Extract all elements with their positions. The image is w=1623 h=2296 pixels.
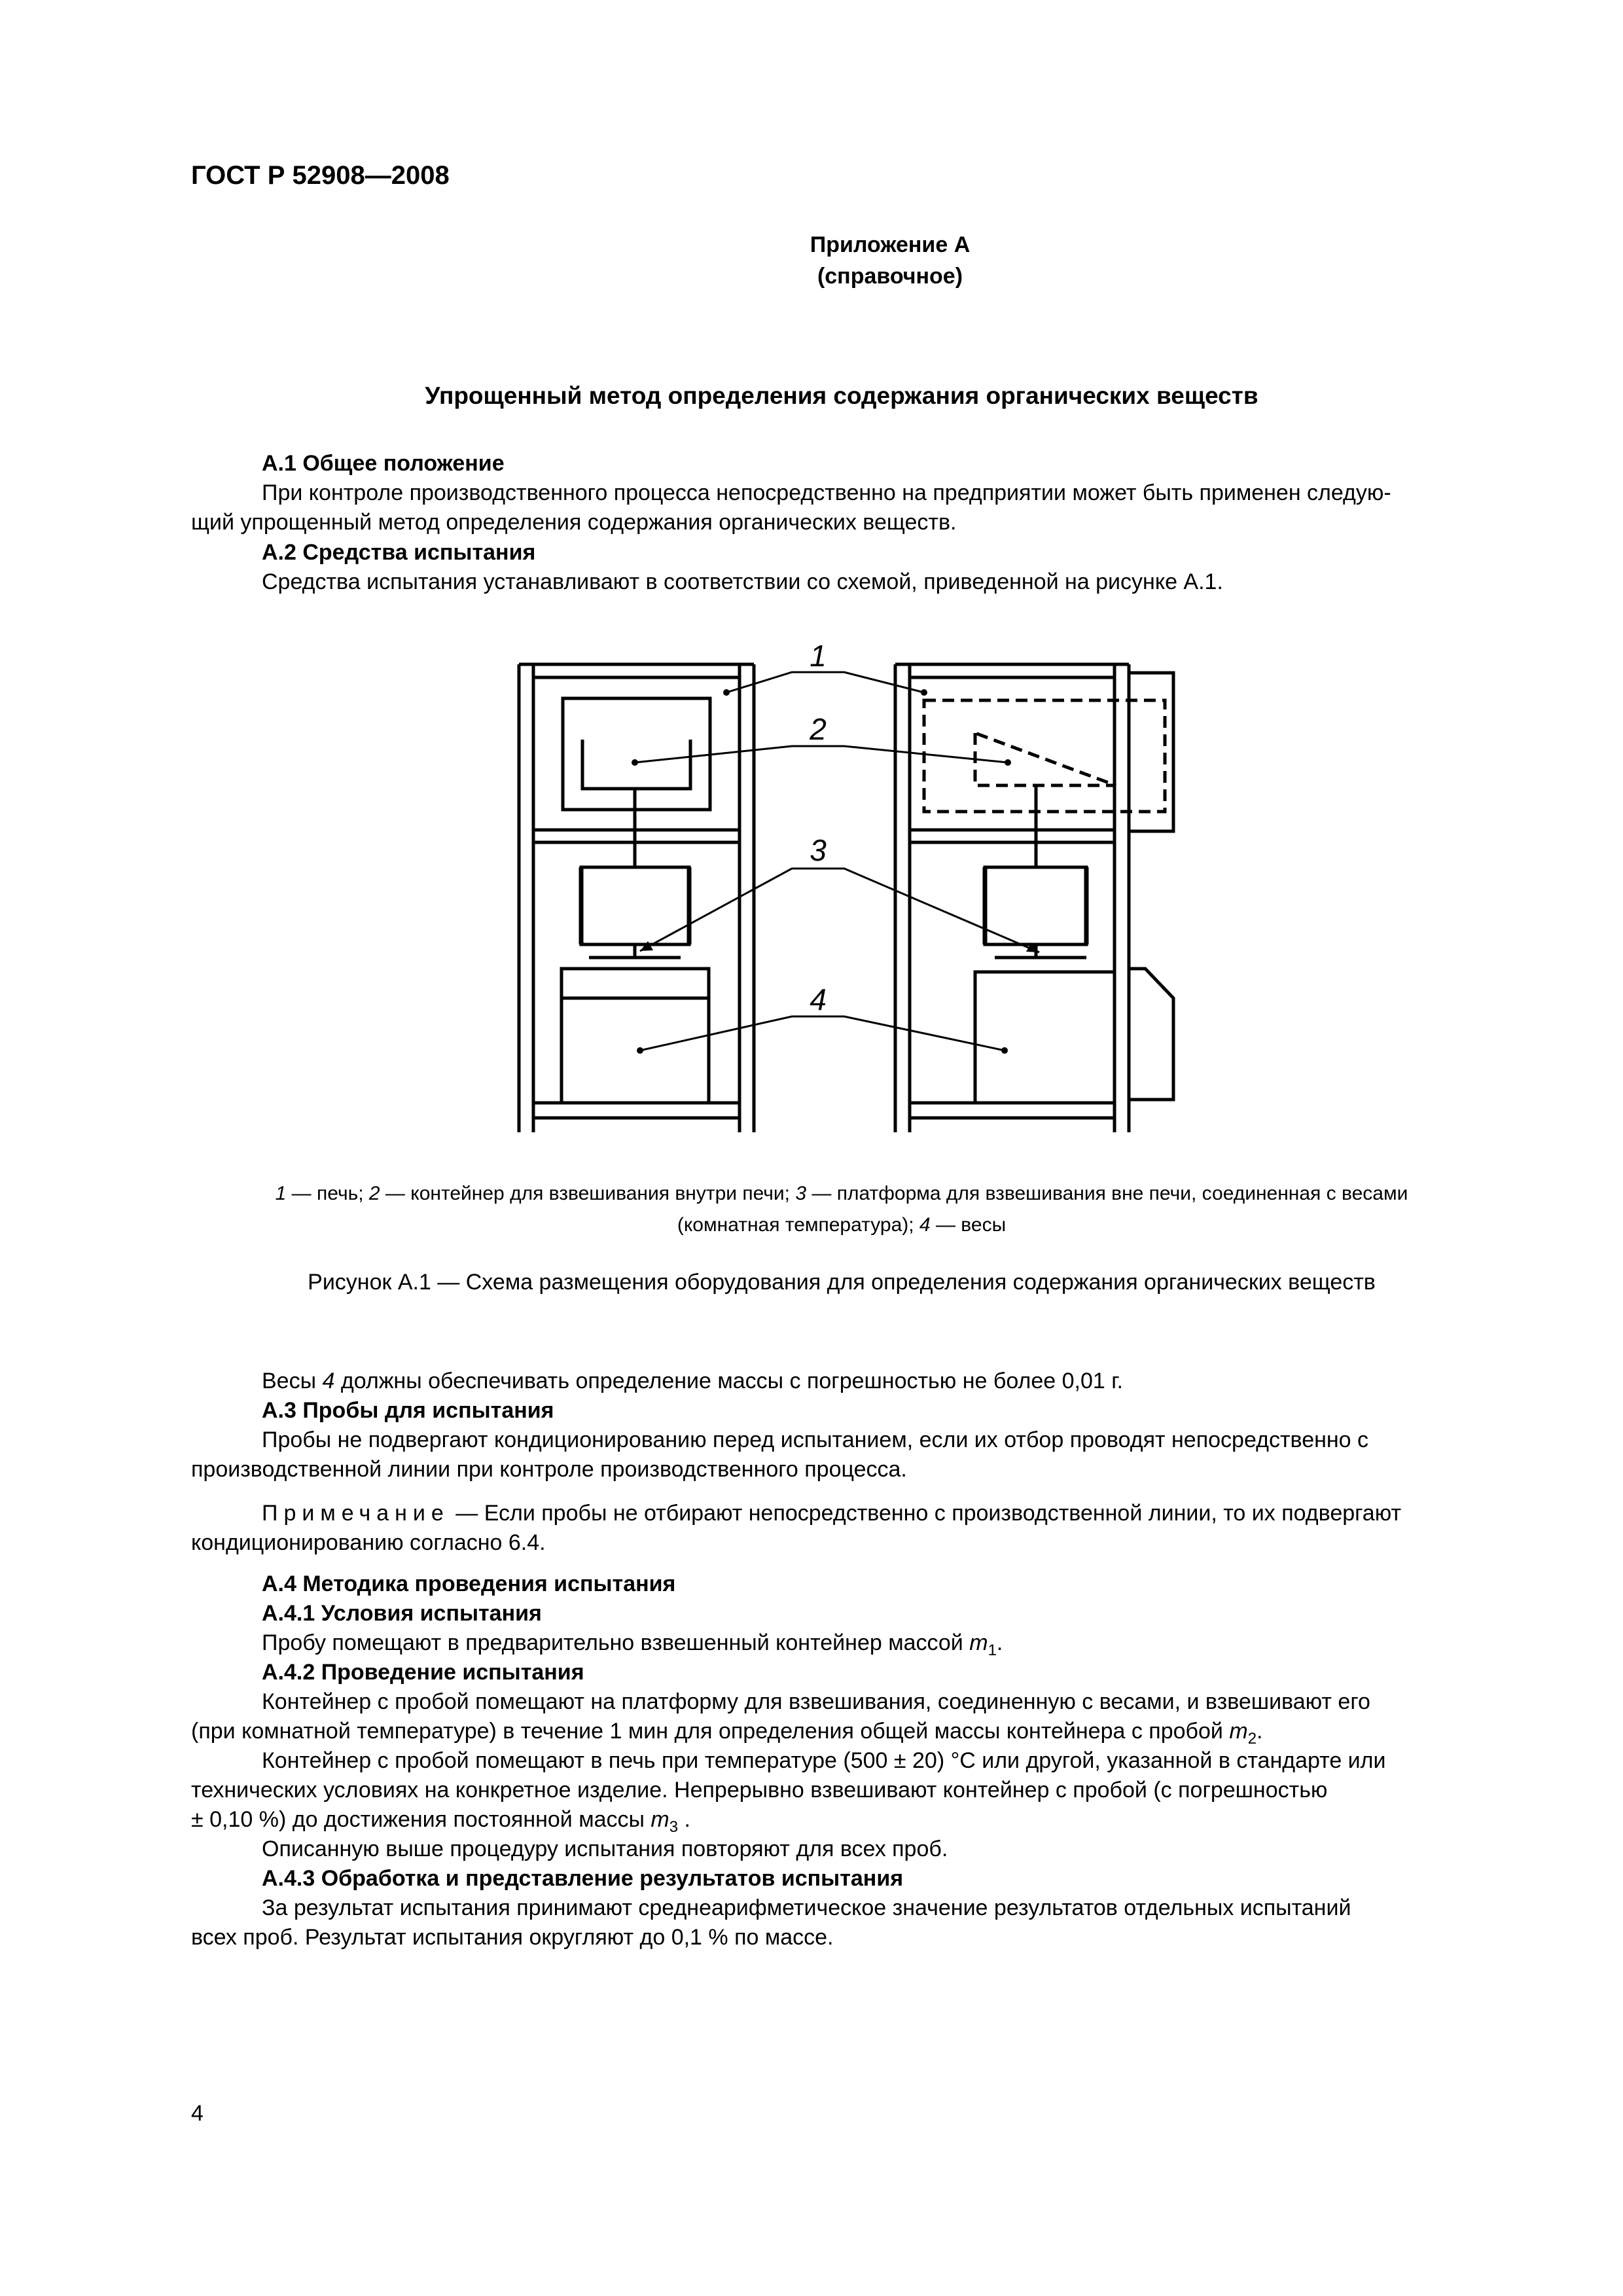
figure-title: Рисунок А.1 — Схема размещения оборудования для определения содержания органических веществ [308,1270,1376,1295]
a2-heading: А.2 Средства испытания [262,540,536,565]
note-label: Примечание [262,1501,450,1526]
note-paragraph: Примечание — Если пробы не отбирают непосредственно с производственной линии, то их подвергают кондиционированию согласно 6.4. [191,1501,1402,1555]
leader-4 [640,1016,1005,1050]
figure-label-1: 1 [810,639,827,673]
figure-label-3: 3 [810,833,827,867]
a1-heading: А.1 Общее положение [262,451,505,476]
a43-paragraph: За результат испытания принимают среднеарифметическое значение результатов отдельных испытаний всех проб. Результат испытания округляют до 0,1 % по массе. [191,1895,1351,1950]
appendix-title: Приложение А [810,232,971,257]
a41-text: Пробу помещают в предварительно взвешенный контейнер массой $m_1$. [262,1630,1003,1659]
a3-heading: А.3 Пробы для испытания [262,1398,554,1423]
right-oven-door [1129,673,1173,831]
a1-line2: щий упрощенный метод определения содержания органических веществ. [191,510,957,535]
figure-label-4: 4 [810,982,827,1016]
a42-heading: А.4.2 Проведение испытания [262,1660,584,1685]
a1-line1: При контроле производственного процесса непосредственно на предприятии может быть применен следую- [262,480,1391,505]
section-title: Упрощенный метод определения содержания органических веществ [425,382,1258,409]
a43-heading: А.4.3 Обработка и представление результатов испытания [262,1866,904,1891]
appendix-subtitle: (справочное) [817,264,963,289]
left-scales [562,969,709,1103]
scales-sentence: Весы 4 должны обеспечивать определение массы с погрешностью не более 0,01 г. [262,1369,1123,1393]
a4-heading: А.4 Методика проведения испытания [262,1571,676,1596]
right-cabinet [895,664,1173,1132]
a41-heading: А.4.1 Условия испытания [262,1601,542,1626]
a42-paragraph-3: Описанную выше процедуру испытания повторяют для всех проб. [262,1837,948,1861]
right-scales-side [1129,969,1173,1100]
figure-label-2: 2 [810,712,827,746]
a42-paragraph-1: Контейнер с пробой помещают на платформу для взвешивания, соединенную с весами, и взвешивают его (при комнатной температуре) в течение 1 мин для определения общей массы контейнера с пробой $m_2$. [191,1689,1370,1748]
a42-paragraph-2: Контейнер с пробой помещают в печь при температуре (500 ± 20) °С или другой, указанной в стандарте или технических условиях на конкретное изделие. Непрерывно взвешивают контейнер с пробой (с погрешностью ± 0,10 %) до достижения постоянной массы $m_3$ . [191,1748,1386,1836]
a2-text: Средства испытания устанавливают в соответствии со схемой, приведенной на рисунке А.1. [262,569,1223,594]
figure-legend: 1 — печь; 2 — контейнер для взвешивания внутри печи; 3 — платформа для взвешивания вне печи, соединенная с весами (комнатная температура); 4 — весы [275,1183,1408,1236]
right-scales [975,972,1115,1103]
left-cabinet [519,664,754,1132]
a3-paragraph: Пробы не подвергают кондиционированию перед испытанием, если их отбор проводят непосредственно с производственной линии при контроле производственного процесса. [191,1427,1369,1482]
leader-3 [640,869,1039,952]
right-container-dashed [975,733,1116,785]
document-code-header: ГОСТ Р 52908—2008 [191,161,450,190]
page-number: 4 [191,2101,204,2126]
